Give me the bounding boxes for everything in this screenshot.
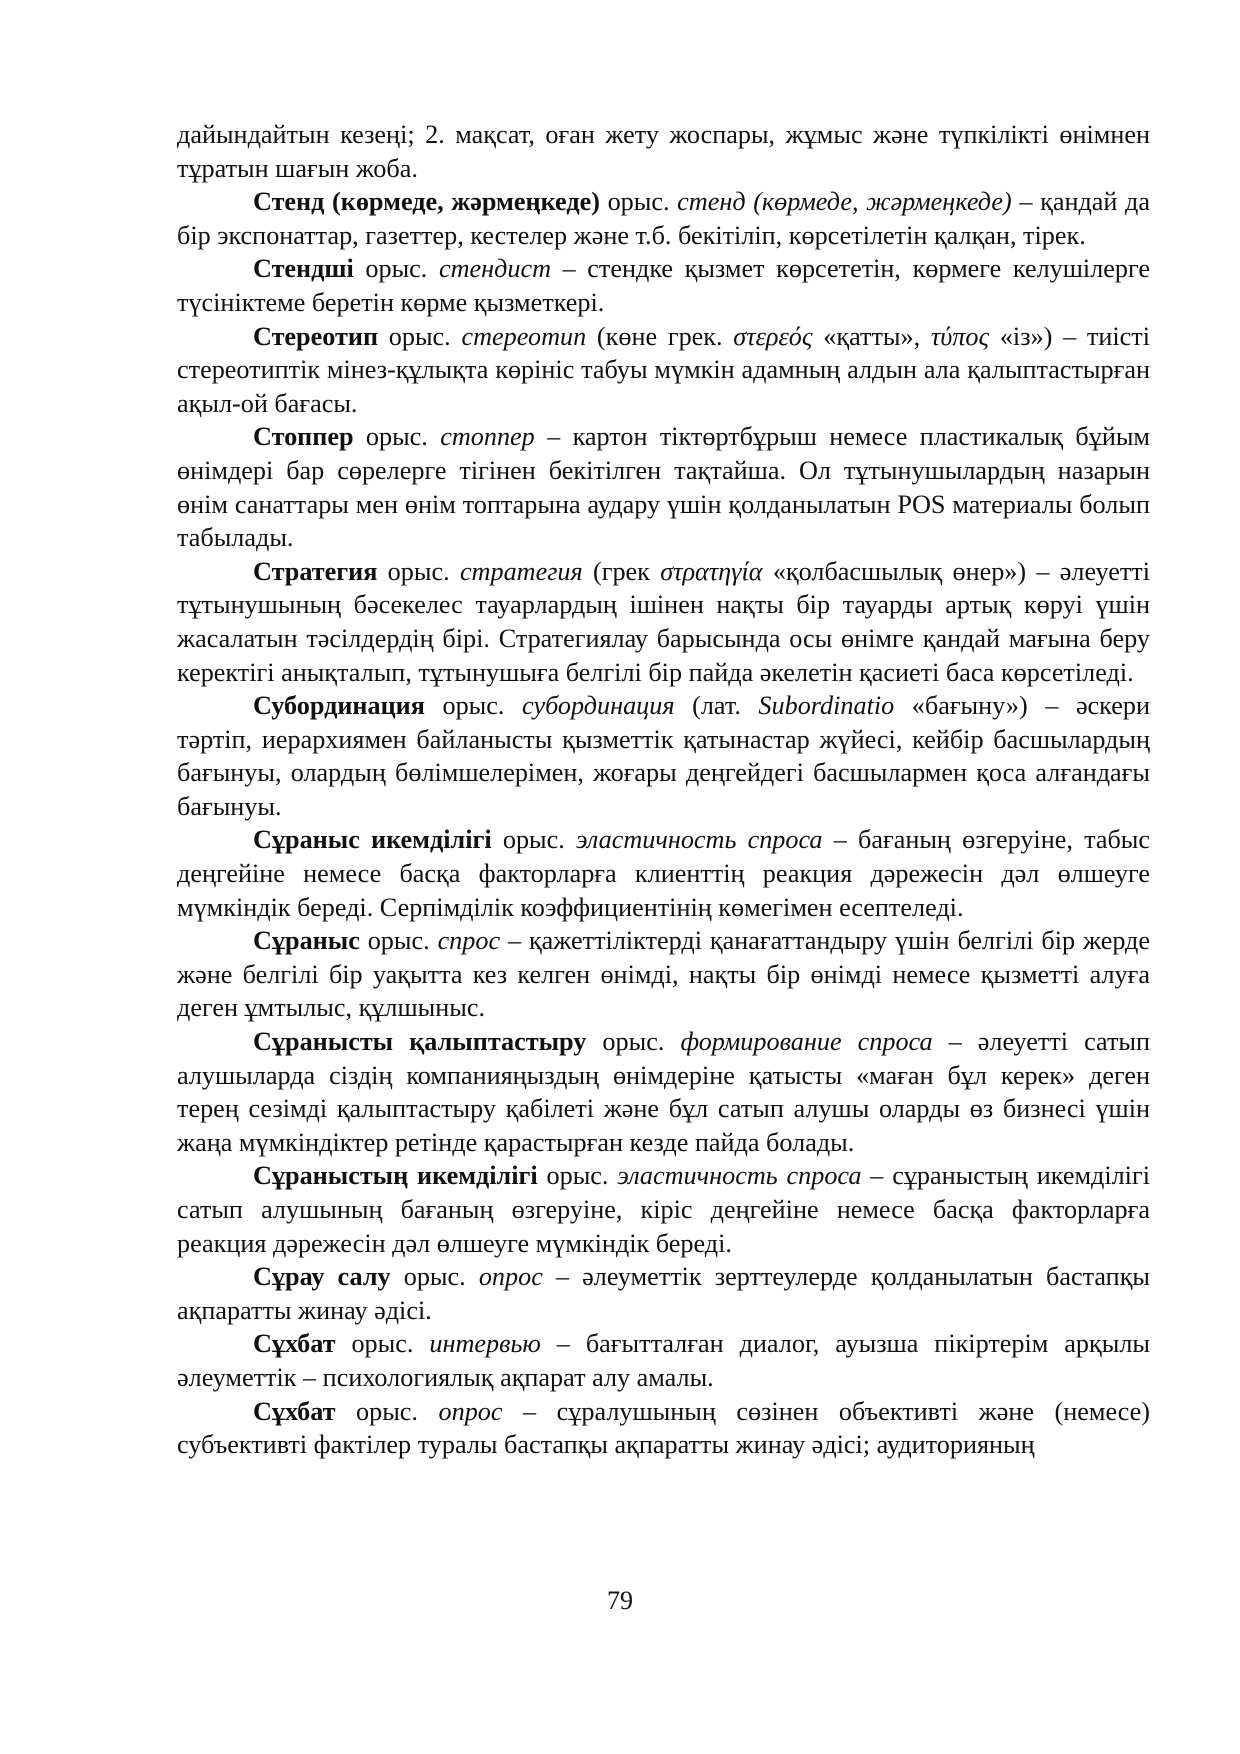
entry-definition: – әлеуетті сатып алушыларда сіздің компанияңыздың өнімдеріне қатысты «маған бұл керек» деген терең сезімді қалыптастыру қабілеті және бұл сатып алушы оларды өз бизнесі үшін жаңа мүмкіндіктер ретінде қарастырған кезде пайда болады. bbox=[177, 1027, 1151, 1157]
entry-term: Субординация bbox=[253, 691, 425, 721]
entry-definition: – бағаның өзгеруіне, табыс деңгейіне немесе басқа факторларға клиенттің реакция дәрежесін дәл өлшеуге мүмкіндік береді. Серпімділік коэффициентінің көмегімен есептеледі. bbox=[177, 825, 1151, 922]
entry-definition: – сұраныстың икемділігі сатып алушының бағаның өзгеруіне, кіріс деңгейіне немесе басқа факторларға реакция дәрежесін дәл өлшеуге мүмкіндік береді. bbox=[177, 1161, 1150, 1258]
entry-definition: «із») – тиісті стереотиптік мінез-құлықта көрініс табуы мүмкін адамның алдын ала қалыптастырған ақыл-ой бағасы. bbox=[177, 321, 1151, 418]
glossary-entry bbox=[177, 185, 1150, 252]
entry-text: орыс. bbox=[424, 691, 523, 721]
entry-text: орыс. bbox=[491, 825, 576, 855]
entry-text: орыс. bbox=[537, 1161, 618, 1191]
entry-text: орыс. bbox=[586, 1027, 681, 1057]
entry-russian: интервью bbox=[429, 1329, 541, 1359]
entry-text: орыс. bbox=[335, 1396, 439, 1426]
entry-text: (грек bbox=[582, 556, 661, 586]
glossary-entry bbox=[177, 689, 1150, 823]
entry-definition: – картон тіктөртбұрыш немесе пластикалық бұйым өнімдері бар сөрелерге тігінен бекітілген тақтайша. Ол тұтынушылардың назарын өнім санаттары мен өнім топтарына аудару үшін қолданылатын POS материалы болып табылады. bbox=[177, 422, 1150, 553]
entry-text: орыс. bbox=[599, 187, 678, 217]
entry-russian: стратегия bbox=[459, 556, 583, 586]
entry-russian: стенд (көрмеде, жәрмеңкеде) bbox=[677, 187, 1012, 217]
entry-russian: эластичность спроса bbox=[617, 1161, 862, 1191]
entry-definition: – қажеттіліктерді қанағаттандыру үшін белгілі бір жерде және белгілі бір уақытта кез келген өнімді, нақты бір өнімді немесе қызметті алуға деген ұмтылыс, құлшыныс. bbox=[177, 926, 1151, 1023]
entry-term: Стратегия bbox=[253, 556, 378, 586]
glossary-entry bbox=[177, 252, 1150, 319]
entry-term: Сұраныс bbox=[253, 926, 360, 956]
entry-etymology: στερεός bbox=[733, 321, 813, 351]
entry-term: Сұраныс икемділігі bbox=[253, 825, 492, 855]
entry-definition: – стендке қызмет көрсететін, көрмеге келушілерге түсініктеме беретін көрме қызметкері. bbox=[177, 254, 1151, 317]
entry-text: орыс. bbox=[378, 321, 462, 351]
glossary-entry bbox=[177, 420, 1150, 554]
entry-term: Сұхбат bbox=[253, 1396, 336, 1426]
entry-etymology: στρατηγία bbox=[660, 556, 763, 586]
glossary-entry bbox=[177, 1395, 1150, 1462]
glossary-entry bbox=[177, 924, 1150, 1025]
entry-text: орыс. bbox=[353, 254, 439, 284]
entry-term: Сұранысты қалыптастыру bbox=[253, 1027, 587, 1057]
entry-definition: – бағытталған диалог, ауызша пікіртерім арқылы әлеуметтік – психологиялық ақпарат алу амалы. bbox=[177, 1329, 1150, 1392]
entry-text: орыс. bbox=[390, 1262, 479, 1292]
entry-term: Стенд (көрмеде, жәрмеңкеде) bbox=[253, 187, 600, 217]
entry-etymology: Subordinatio bbox=[758, 691, 895, 721]
glossary-entry bbox=[177, 1159, 1150, 1260]
document-page bbox=[177, 118, 1150, 1462]
glossary-entry bbox=[177, 555, 1150, 689]
entry-russian: формирование спроса bbox=[680, 1027, 933, 1057]
entry-definition: – сұралушының сөзінен объективті және (немесе) субъективті фактілер туралы бастапқы ақпаратты жинау әдісі; аудиторияның bbox=[177, 1396, 1151, 1460]
glossary-entry bbox=[177, 320, 1150, 421]
entry-term: Сұрау салу bbox=[253, 1262, 391, 1292]
entry-russian: опрос bbox=[438, 1396, 503, 1426]
entry-russian: субординация bbox=[522, 691, 675, 721]
entry-text: орыс. bbox=[359, 926, 438, 956]
entry-text: орыс. bbox=[335, 1329, 430, 1359]
entry-definition: «бағыну») – әскери тәртіп, иерархиямен байланысты қызметтік қатынастар жүйесі, кейбір басшылардың бағынуы, олардың бөлімшелерімен, жоғары деңгейдегі басшылармен қоса алғандағы бағынуы. bbox=[177, 691, 1150, 821]
entry-term: Стоппер bbox=[253, 422, 354, 452]
entry-term: Стереотип bbox=[253, 321, 379, 351]
entry-russian: спрос bbox=[437, 926, 501, 956]
glossary-entry bbox=[177, 823, 1150, 924]
entry-term: Сұхбат bbox=[253, 1329, 336, 1359]
entry-russian: стоппер bbox=[440, 422, 535, 452]
entry-text: (лат. bbox=[674, 691, 759, 721]
entry-definition: «қолбасшылық өнер») – әлеуетті тұтынушының бәсекелес тауарлардың ішінен нақты бір тауарды артық көруі үшін жасалатын тәсілдердің бірі. Стратегиялау барысында осы өнімге қандай мағына беру керектігі анықталып, тұтынушыға белгілі бір пайда әкелетін қасиеті баса көрсетіледі. bbox=[177, 556, 1151, 687]
entry-text: орыс. bbox=[377, 556, 460, 586]
intro-paragraph: дайындайтын кезеңі; 2. мақсат, оған жету жоспары, жұмыс және түпкілікті өнімнен тұратын шағын жоба. bbox=[177, 120, 1150, 183]
entry-text: (көне грек. bbox=[586, 321, 734, 351]
entry-etymology: τύπος bbox=[930, 321, 990, 351]
entry-term: Сұраныстың икемділігі bbox=[253, 1161, 538, 1191]
entry-text: орыс. bbox=[353, 422, 441, 452]
glossary-entry bbox=[177, 1327, 1150, 1394]
entry-definition: – әлеуметтік зерттеулерде қолданылатын бастапқы ақпаратты жинау әдісі. bbox=[177, 1262, 1151, 1325]
glossary-entry bbox=[177, 1260, 1150, 1327]
entry-russian: эластичность спроса bbox=[576, 825, 823, 855]
entry-definition: – қандай да бір экспонаттар, газеттер, кестелер және т.б. бекітіліп, көрсетілетін қалқан, тірек. bbox=[177, 187, 1151, 250]
glossary-entry bbox=[177, 1025, 1150, 1159]
page-number: 79 bbox=[607, 1586, 633, 1615]
entry-term: Стендші bbox=[253, 254, 354, 284]
entry-russian: опрос bbox=[478, 1262, 543, 1292]
entry-russian: стендист bbox=[438, 254, 551, 284]
entry-russian: стереотип bbox=[461, 321, 587, 351]
entry-text: «қатты», bbox=[812, 321, 931, 351]
